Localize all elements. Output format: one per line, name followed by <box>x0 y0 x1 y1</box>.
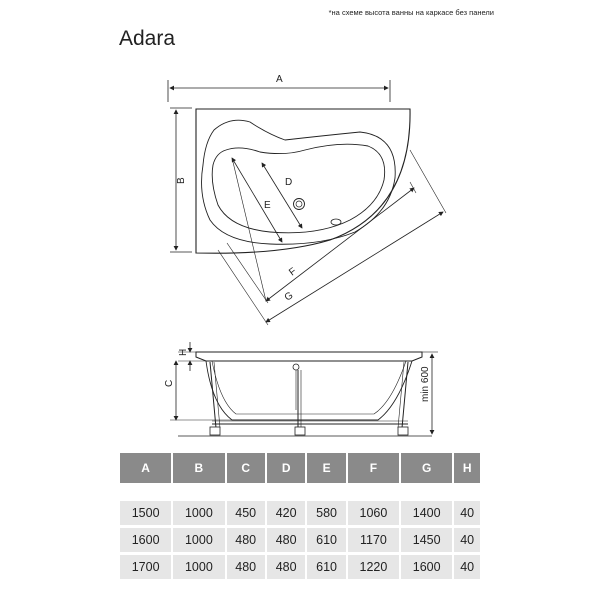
table-header-cell: B <box>173 453 224 483</box>
table-cell: 480 <box>267 528 305 552</box>
table-row <box>120 528 480 552</box>
table-cell: 450 <box>227 501 265 525</box>
table-cell: 1700 <box>120 555 171 579</box>
table-cell: 40 <box>454 501 480 525</box>
table-cell: 1600 <box>120 528 171 552</box>
table-header-cell: A <box>120 453 171 483</box>
table-cell: 1000 <box>173 555 224 579</box>
label-c: C <box>164 379 175 387</box>
table-cell: 1500 <box>120 501 171 525</box>
frame <box>210 362 408 435</box>
tub-outline <box>196 109 410 253</box>
label-b: B <box>176 177 187 184</box>
table-header-cell: E <box>307 453 345 483</box>
label-d: D <box>285 177 293 188</box>
table-header-cell: D <box>267 453 305 483</box>
table-cell: 480 <box>227 555 265 579</box>
side-body <box>206 361 412 420</box>
table-cell: 480 <box>267 555 305 579</box>
table-cell: 1000 <box>173 501 224 525</box>
product-title: Adara <box>119 27 176 50</box>
table-cell: 480 <box>227 528 265 552</box>
table-row <box>120 501 480 525</box>
dimension-a <box>168 74 390 102</box>
footnote: *на схеме высота ванны на каркасе без панели <box>328 8 494 17</box>
table-cell: 1600 <box>401 555 452 579</box>
dimensions-table <box>118 453 482 579</box>
table-cell: 40 <box>454 528 480 552</box>
table-cell: 1170 <box>348 528 399 552</box>
table-cell: 580 <box>307 501 345 525</box>
table-cell: 1000 <box>173 528 224 552</box>
dimension-c <box>164 361 232 420</box>
top-view <box>168 74 446 325</box>
table-cell: 40 <box>454 555 480 579</box>
table-cell: 610 <box>307 528 345 552</box>
dimension-min-height <box>420 352 438 434</box>
table-cell: 1400 <box>401 501 452 525</box>
side-view <box>164 342 438 436</box>
label-a: A <box>276 74 283 85</box>
dimension-b <box>170 108 192 252</box>
table-cell: 1220 <box>348 555 399 579</box>
table-header-cell: C <box>227 453 265 483</box>
table-header-row <box>120 453 480 483</box>
table-cell: 1060 <box>348 501 399 525</box>
label-g: G <box>282 290 296 304</box>
table-header-cell: H <box>454 453 480 483</box>
table-cell: 420 <box>267 501 305 525</box>
label-h: H <box>178 348 189 356</box>
label-min-height: min 600 <box>420 366 431 402</box>
label-e: E <box>264 200 271 211</box>
table-cell: 1450 <box>401 528 452 552</box>
label-f: F <box>287 265 299 279</box>
table-row <box>120 555 480 579</box>
table-header-cell: F <box>348 453 399 483</box>
table-cell: 610 <box>307 555 345 579</box>
table-header-cell: G <box>401 453 452 483</box>
side-rim <box>196 352 422 361</box>
